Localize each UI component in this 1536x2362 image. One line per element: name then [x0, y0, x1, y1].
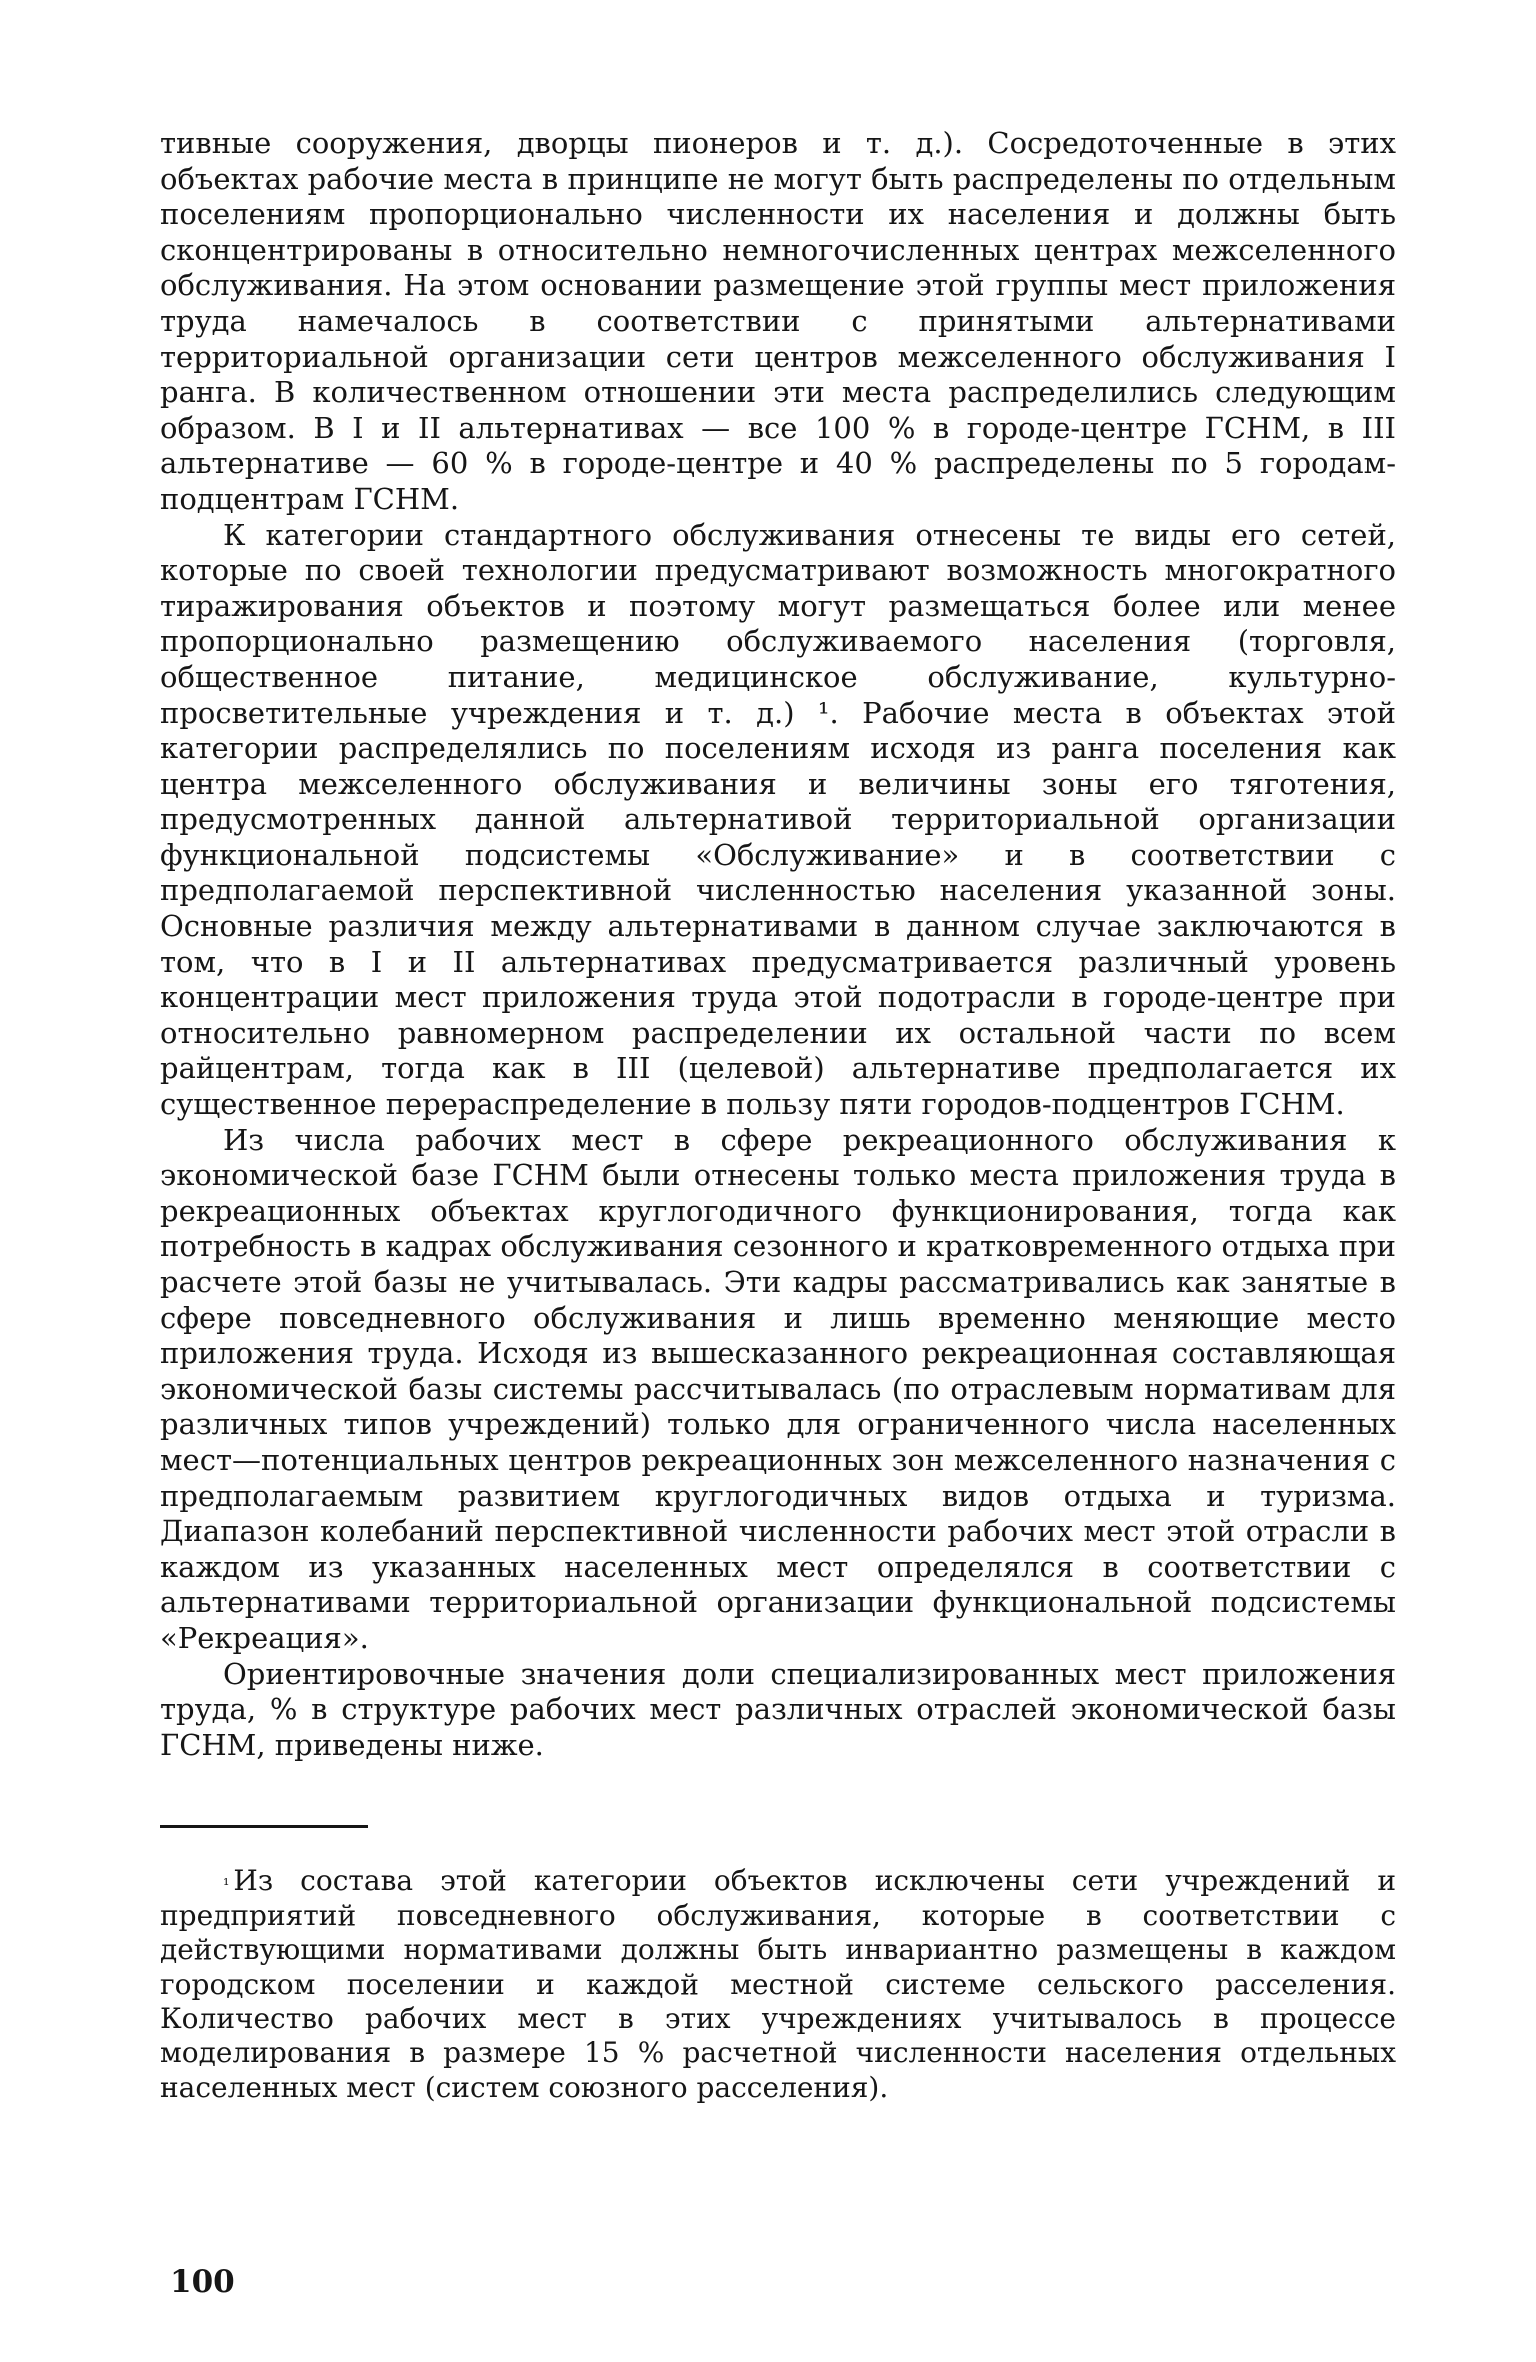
paragraph-1: тивные сооружения, дворцы пионеров и т. д.). Сосредоточенные в этих объектах рабочие места в принципе не могут быть распределены по отдельным поселениям пропорционально численности их населения и должны быть сконцентрированы в относительно немногочисленных центрах межселенного обслуживания. На этом основании размещение этой группы мест приложения труда намечалось в соответствии с принятыми альтернативами территориальной организации сети центров межселенного обслуживания I ранга. В количественном отношении эти места распределились следующим образом. В I и II альтернативах — все 100 % в городе-центре ГСНМ, в III альтернативе — 60 % в городе-центре и 40 % распределены по 5 городам-подцентрам ГСНМ. — [160, 126, 1396, 516]
paragraph-4: Ориентировочные значения доли специализированных мест приложения труда, % в структуре рабочих мест различных отраслей экономической базы ГСНМ, приведены ниже. — [160, 1656, 1396, 1762]
paragraph-3: Из числа рабочих мест в сфере рекреационного обслуживания к экономической базе ГСНМ были отнесены только места приложения труда в рекреационных объектах круглогодичного функционирования, тогда как потребность в кадрах обслуживания сезонного и кратковременного отдыха при расчете этой базы не учитывалась. Эти кадры рассматривались как занятые в сфере повседневного обслуживания и лишь временно меняющие место приложения труда. Исходя из вышесказанного рекреационная составляющая экономической базы системы рассчитывалась (по отраслевым нормативам для различных типов учреждений) только для ограниченного числа населенных мест—потенциальных центров рекреационных зон межселенного назначения с предполагаемым развитием круглогодичных видов отдыха и туризма. Диапазон колебаний перспективной численности рабочих мест этой отрасли в каждом из указанных населенных мест определялся в соответствии с альтернативами территориальной организации функциональной подсистемы «Рекреация». — [160, 1122, 1396, 1655]
page-body — [160, 126, 1396, 2105]
footnote-mark: ¹ — [223, 1875, 230, 1895]
paragraph-2: К категории стандартного обслуживания отнесены те виды его сетей, которые по своей технологии предусматривают возможность многократного тиражирования объектов и поэтому могут размещаться более или менее пропорционально размещению обслуживаемого населения (торговля, общественное питание, медицинское обслуживание, культурно-просветительные учреждения и т. д.) ¹. Рабочие места в объектах этой категории распределялись по поселениям исходя из ранга поселения как центра межселенного обслуживания и величины зоны его тяготения, предусмотренных данной альтернативой территориальной организации функциональной подсистемы «Обслуживание» и в соответствии с предполагаемой перспективной численностью населения указанной зоны. Основные различия между альтернативами в данном случае заключаются в том, что в I и II альтернативах предусматривается различный уровень концентрации мест приложения труда этой подотрасли в городе-центре при относительно равномерном распределении их остальной части по всем райцентрам, тогда как в III (целевой) альтернативе предполагается их существенное перераспределение в пользу пяти городов-подцентров ГСНМ. — [160, 517, 1396, 1122]
footnote — [160, 1864, 1396, 2105]
footnote-text: Из состава этой категории объектов исключены сети учреждений и предприятий повседневного обслуживания, которые в соответствии с действующими нормативами должны быть инвариантно размещены в каждом городском поселении и каждой местной системе сельского расселения. Количество рабочих мест в этих учреждениях учитывалось в процессе моделирования в размере 15 % расчетной численности населения отдельных населенных мест (систем союзного расселения). — [160, 1864, 1396, 2104]
page-number: 100 — [170, 2264, 235, 2300]
footnote-divider — [160, 1825, 368, 1828]
